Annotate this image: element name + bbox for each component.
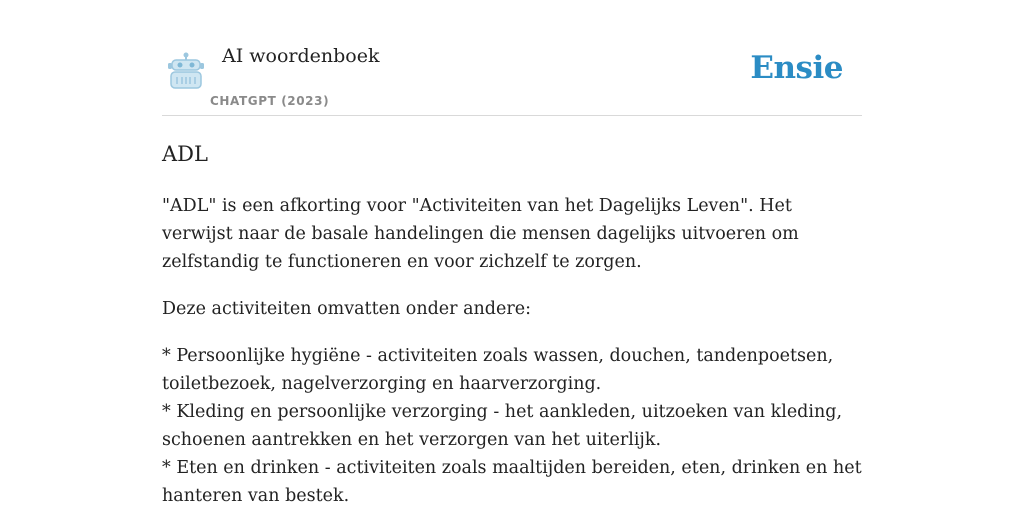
source-title[interactable]: AI woordenboek bbox=[222, 45, 380, 67]
entry-content bbox=[162, 138, 862, 510]
source-header bbox=[162, 40, 862, 116]
entry-definition: "ADL" is een afkorting voor "Activiteiten van het Dagelijks Leven". Het verwijst naar de basale handelingen die mensen dagelijks uitvoeren om zelfstandig te functioneren en voor zichzelf te zorgen. bbox=[162, 196, 805, 272]
brand-logo[interactable]: Ensie bbox=[750, 50, 843, 86]
activity-list bbox=[162, 342, 862, 510]
entry-list-intro: Deze activiteiten omvatten onder andere: bbox=[162, 299, 531, 319]
list-item: * Kleding en persoonlijke verzorging - het aankleden, uitzoeken van kleding, schoenen aantrekken en het verzorgen van het uiterlijk. bbox=[162, 402, 843, 450]
source-subtitle: CHATGPT (2023) bbox=[210, 94, 330, 108]
entry-term: ADL bbox=[162, 142, 208, 166]
list-item: * Persoonlijke hygiëne - activiteiten zoals wassen, douchen, tandenpoetsen, toiletbezoek, nagelverzorging en haarverzorging. bbox=[162, 346, 834, 394]
list-item: * Eten en drinken - activiteiten zoals maaltijden bereiden, eten, drinken en het hanteren van bestek. bbox=[162, 458, 862, 506]
robot-icon bbox=[166, 52, 206, 90]
